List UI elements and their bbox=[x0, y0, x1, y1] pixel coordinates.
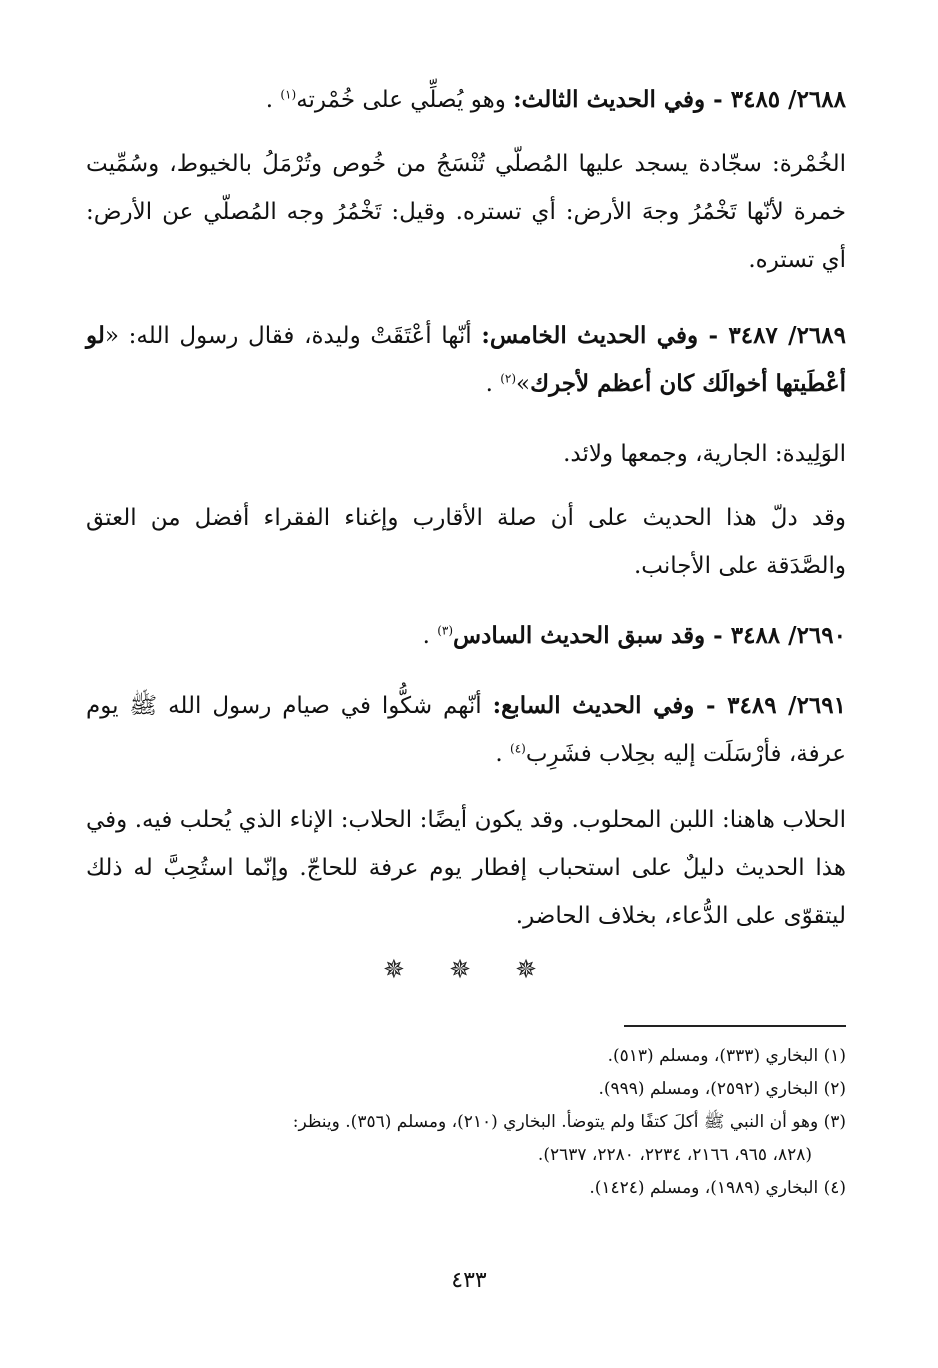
hadith-text: أنّهم شكُّوا في صيام رسول الله ﷺ يوم عرفة، فأرْسَلَت إليه بحِلاب فشَرِب bbox=[86, 693, 846, 767]
explanation-text: الوَلِيدة: الجارية، وجمعها ولائد. bbox=[563, 441, 846, 467]
hadith-2690 bbox=[86, 612, 846, 660]
hadith-quote: لو أعْطَيتها أخوالَك كان أعظم لأجرك bbox=[86, 322, 846, 397]
footnote-ref-1[interactable]: (١) bbox=[280, 87, 297, 102]
explanation-khumra bbox=[86, 140, 846, 284]
hadith-dash: - bbox=[694, 692, 728, 719]
hadith-quote-close: » bbox=[516, 371, 531, 397]
explanation-hilab bbox=[86, 796, 846, 940]
footnote-ref-3[interactable]: (٣) bbox=[437, 623, 454, 638]
footnote-ref-2[interactable]: (٢) bbox=[500, 371, 517, 386]
hadith-dash: - bbox=[705, 622, 731, 649]
footnote-ref-4[interactable]: (٤) bbox=[510, 741, 526, 756]
hadith-lead: وفي الحديث الخامس: bbox=[481, 322, 699, 349]
hadith-lead: وفي الحديث الثالث: bbox=[513, 86, 706, 113]
page-number: ٤٣٣ bbox=[451, 1268, 487, 1293]
explanation-benefit bbox=[86, 494, 846, 590]
hadith-end: . bbox=[422, 623, 438, 649]
footnote-divider bbox=[624, 1025, 846, 1027]
explanation-text: الخُمْرة: سجّادة يسجد عليها المُصلّي تُنْسَجُ من خُوص وتُرْمَلُ بالخيوط، وسُمِّيت خمرة لأنّها تَخْمُرُ وجهَ الأرض: أي تستره. وقيل: تَخْمُرُ وجه المُصلّي عن الأرض: أي تستره. bbox=[86, 151, 846, 273]
footnotes bbox=[86, 1040, 846, 1205]
hadith-end: . bbox=[265, 87, 281, 113]
hadith-number: ٢٦٨٩/ ٣٤٨٧ bbox=[728, 322, 846, 349]
footnote-4: (٤) البخاري (١٩٨٩)، ومسلم (١٤٢٤). bbox=[589, 1178, 846, 1198]
footnote-1: (١) البخاري (٣٣٣)، ومسلم (٥١٣). bbox=[607, 1046, 846, 1066]
footnote-3: (٣) وهو أن النبي ﷺ أكلَ كتفًا ولم يتوضأ. البخاري (٢١٠)، ومسلم (٣٥٦). وينظر: bbox=[292, 1112, 846, 1132]
hadith-number: ٢٦٩١/ ٣٤٨٩ bbox=[727, 692, 846, 719]
hadith-2689 bbox=[86, 312, 846, 408]
hadith-dash: - bbox=[698, 322, 729, 349]
hadith-2688 bbox=[86, 76, 846, 124]
hadith-2691 bbox=[86, 682, 846, 778]
section-separator: ✵ ✵ ✵ bbox=[383, 955, 555, 985]
hadith-text: وهو يُصلِّي على خُمْرته bbox=[296, 87, 514, 113]
hadith-number: ٢٦٨٨/ ٣٤٨٥ bbox=[730, 86, 846, 113]
footnote-2: (٢) البخاري (٢٥٩٢)، ومسلم (٩٩٩). bbox=[598, 1079, 846, 1099]
explanation-text: الحلاب هاهنا: اللبن المحلوب. وقد يكون أيضًا: الحلاب: الإناء الذي يُحلب فيه. وفي هذا الحديث دليلٌ على استحباب إفطار يوم عرفة للحاجّ. وإنّما استُحِبَّ له ذلك ليتقوّى على الدُّعاء، بخلاف الحاضر. bbox=[86, 807, 846, 929]
hadith-end: . bbox=[485, 371, 501, 397]
explanation-text: وقد دلّ هذا الحديث على أن صلة الأقارب وإغناء الفقراء أفضل من العتق والصَّدَقة على الأجانب. bbox=[86, 505, 846, 579]
hadith-lead: وفي الحديث السابع: bbox=[492, 692, 695, 719]
hadith-text: أنّها أعْتَقَتْ وليدة، فقال رسول الله: « bbox=[104, 323, 482, 349]
hadith-dash: - bbox=[705, 86, 731, 113]
hadith-end: . bbox=[495, 741, 511, 767]
footnote-3-continuation: (٨٢٨، ٩٦٥، ٢١٦٦، ٢٢٣٤، ٢٢٨٠، ٢٦٣٧). bbox=[537, 1145, 812, 1165]
hadith-number: ٢٦٩٠/ ٣٤٨٨ bbox=[730, 622, 846, 649]
explanation-walida bbox=[86, 430, 846, 478]
hadith-lead: وقد سبق الحديث السادس bbox=[453, 622, 706, 649]
